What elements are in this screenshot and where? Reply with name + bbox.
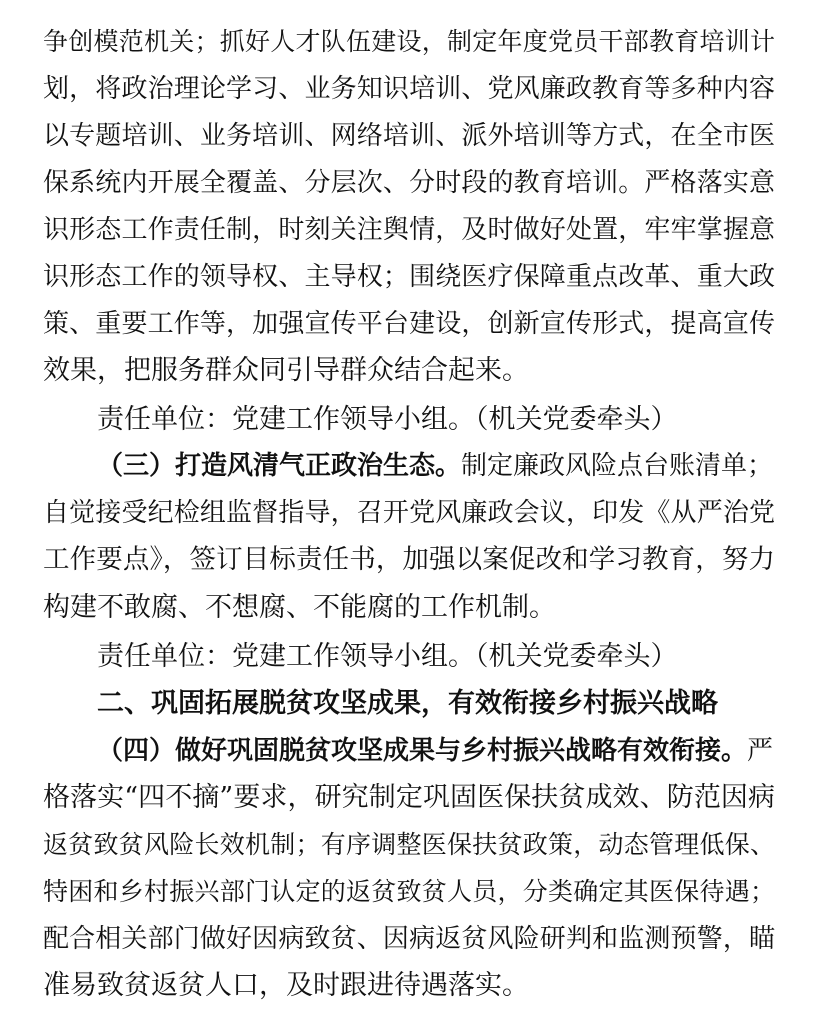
paragraph-3-line: 配合相关部门做好因病致贫、因病返贫风险研判和监测预警，瞄: [43, 924, 775, 954]
paragraph-2-line-last: 构建不敢腐、不想腐、不能腐的工作机制。: [43, 592, 556, 623]
paragraph-3-title: （四）做好巩固脱贫攻坚成果与乡村振兴战略有效衔接。: [97, 736, 748, 766]
paragraph-2-title: （三）打造风清气正政治生态。: [97, 451, 462, 481]
section-heading: 二、巩固拓展脱贫攻坚成果，有效衔接乡村振兴战略: [97, 688, 718, 719]
responsibility-line: 责任单位：党建工作领导小组。（机关党委牵头）: [97, 404, 678, 435]
paragraph-1-line: 争创模范机关；抓好人才队伍建设，制定年度党员干部教育培训计: [43, 27, 775, 56]
paragraph-1-line-last: 效果，把服务群众同引导群众结合起来。: [43, 355, 529, 386]
paragraph-3-first-line: [97, 731, 777, 771]
paragraph-1-line: 识形态工作责任制，时刻关注舆情，及时做好处置，牢牢掌握意: [43, 215, 775, 245]
paragraph-1-line: 保系统内开展全覆盖、分层次、分时段的教育培训。严格落实意: [43, 168, 775, 198]
paragraph-3-line: 特困和乡村振兴部门认定的返贫致贫人员，分类确定其医保待遇；: [43, 877, 775, 906]
paragraph-2-first-line: [97, 446, 777, 486]
paragraph-3-first-line-rest: 严: [747, 736, 774, 766]
paragraph-1-line: 识形态工作的领导权、主导权；围绕医疗保障重点改革、重大政: [43, 262, 775, 292]
paragraph-3-line: 格落实“四不摘”要求，研究制定巩固医保扶贫成效、防范因病: [43, 782, 775, 813]
paragraph-2-line: 工作要点》，签订目标责任书，加强以案促改和学习教育，努力: [43, 544, 775, 575]
paragraph-3-line-last: 准易致贫返贫人口，及时跟进待遇落实。: [43, 970, 529, 1001]
paragraph-2-line: 自觉接受纪检组监督指导，召开党风廉政会议，印发《从严治党: [43, 498, 775, 528]
paragraph-2-first-line-rest: 制定廉政风险点台账清单；: [461, 451, 774, 481]
paragraph-3-line: 返贫致贫风险长效机制；有序调整医保扶贫政策，动态管理低保、: [43, 830, 775, 859]
paragraph-1-line: 划，将政治理论学习、业务知识培训、党风廉政教育等多种内容: [43, 74, 775, 104]
responsibility-line: 责任单位：党建工作领导小组。（机关党委牵头）: [97, 641, 678, 672]
paragraph-1-line: 策、重要工作等，加强宣传平台建设，创新宣传形式，提高宣传: [43, 309, 775, 339]
paragraph-1-line: 以专题培训、业务培训、网络培训、派外培训等方式，在全市医: [43, 121, 775, 151]
